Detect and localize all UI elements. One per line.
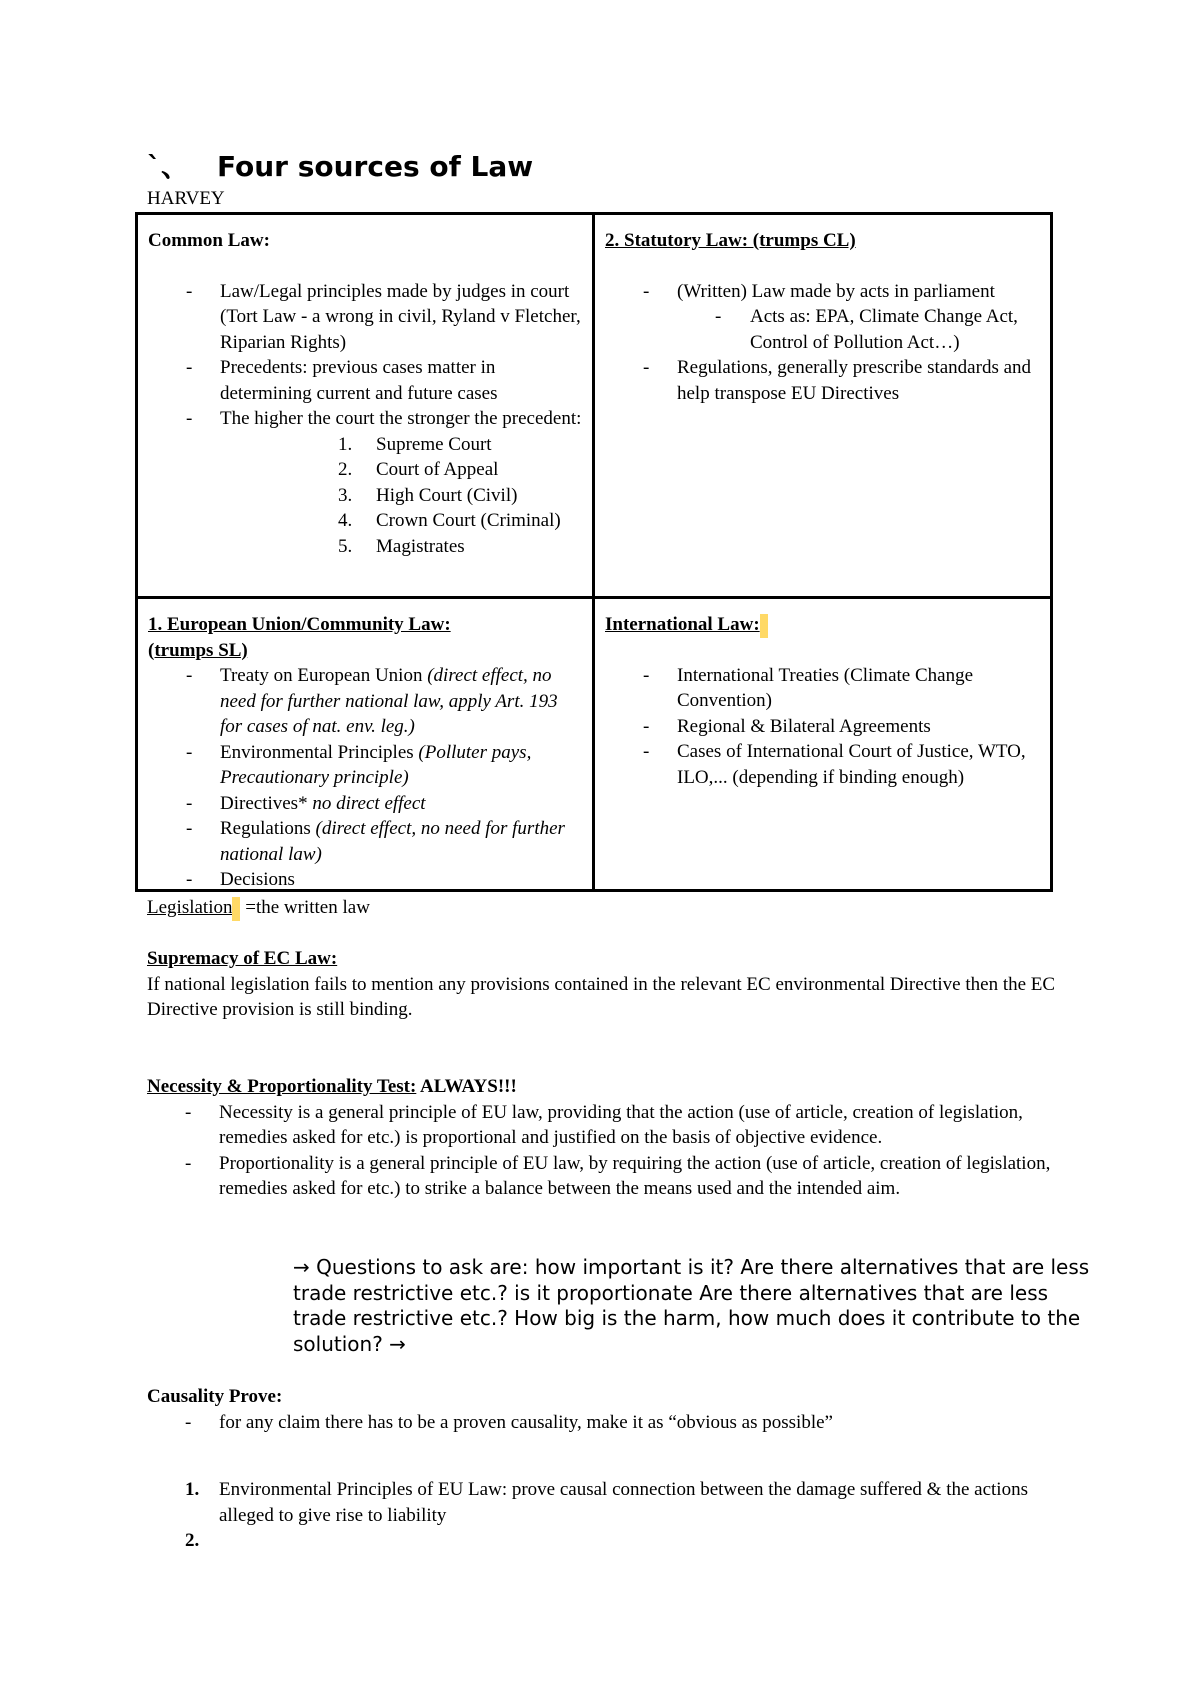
necessity-heading: Necessity & Proportionality Test: ALWAYS!!! [147,1076,517,1097]
court-item: 3. High Court (Civil) [338,484,518,506]
supremacy-text: If national legislation fails to mention any provisions contained in the relevant EC environmental Directive then the EC Directive provision is still binding. [147,973,1056,1020]
list-item: - Directives* no direct effect [148,791,582,817]
list-item: - International Treaties (Climate Change Convention) [605,663,1040,714]
cell-eu-law [138,599,595,889]
document-title [147,150,533,184]
cell-common-law [138,215,595,599]
list-item: - Law/Legal principles made by judges in court (Tort Law - a wrong in civil, Ryland v Fletcher, Riparian Rights) [148,279,582,356]
list-item: - Decisions [148,867,582,893]
list-item: - Environmental Principles (Polluter pays, Precautionary principle) [148,740,582,791]
causality-heading: Causality Prove: [147,1386,283,1407]
list-item: - (Written) Law made by acts in parliament [605,279,1040,305]
eu-law-heading-sub: (trumps SL) [148,639,248,661]
necessity-section [147,1074,1077,1202]
court-item: 4. Crown Court (Criminal) [338,510,561,531]
legislation-definition: =the written law [240,897,370,918]
title-mark: `、 [147,150,190,183]
supremacy-heading: Supremacy of EC Law: [147,948,338,969]
legislation-line [147,895,1077,921]
list-item: - The higher the court the stronger the precedent: [148,406,582,432]
list-item: - Cases of International Court of Justice, WTO, ILO,... (depending if binding enough) [605,739,1040,790]
court-item: 1. Supreme Court [338,433,492,455]
list-item: - Necessity is a general principle of EU law, providing that the action (use of article, creation of legislation, remedies asked for etc.) is proportional and justified on the basis of objective evidence. [147,1100,1077,1151]
cell-statutory-law [595,215,1050,599]
causality-section: Causality Prove: - for any claim there has to be a proven causality, make it as “obvious as possible” 1. Environmental Principles of EU Law: prove causal connection between the damage suffered & the actions alleged to give rise to liability 2. [147,1384,1077,1528]
list-item: - for any claim there has to be a proven causality, make it as “obvious as possible” [147,1410,1077,1436]
numbered-item: 1. Environmental Principles of EU Law: prove causal connection between the damage suffered & the actions alleged to give rise to liability [185,1479,1028,1526]
list-item: - Acts as: EPA, Climate Change Act, Control of Pollution Act…) [605,304,1040,355]
list-item: - Proportionality is a general principle of EU law, by requiring the action (use of article, creation of legislation, remedies asked for etc.) to strike a balance between the means used and the intended aim. [147,1151,1077,1202]
list-item: - Regional & Bilateral Agreements [605,714,1040,740]
author-name: HARVEY [147,188,225,209]
legislation-term: Legislation [147,897,233,918]
list-item: - Treaty on European Union (direct effect, no need for further national law, apply Art. 193 for cases of nat. env. leg.) [148,663,582,740]
list-item: - Regulations, generally prescribe standards and help transpose EU Directives [605,355,1040,406]
supremacy-section [147,946,1077,1023]
eu-law-heading: 1. European Union/Community Law: [148,614,451,635]
cell-international-law [595,599,1050,889]
common-law-heading: Common Law: [148,230,270,251]
list-item: - Precedents: previous cases matter in determining current and future cases [148,355,582,406]
court-item: 2. Court of Appeal [338,459,499,480]
highlight-mark [760,614,768,638]
questions-note: → Questions to ask are: how important is it? Are there alternatives that are less trade restrictive etc.? is it proportionate Are there alternatives that are less trade restrictive etc.? How big is the harm, how much does it contribute to the solution? → [293,1255,1090,1356]
title-text: Four sources of Law [217,150,534,183]
court-item: 5. Magistrates [338,535,465,557]
list-item: - Regulations (direct effect, no need for further national law) [148,816,582,867]
statutory-law-heading: 2. Statutory Law: (trumps CL) [605,230,856,251]
international-law-heading: International Law: [605,612,1040,638]
sources-table [135,212,1053,892]
